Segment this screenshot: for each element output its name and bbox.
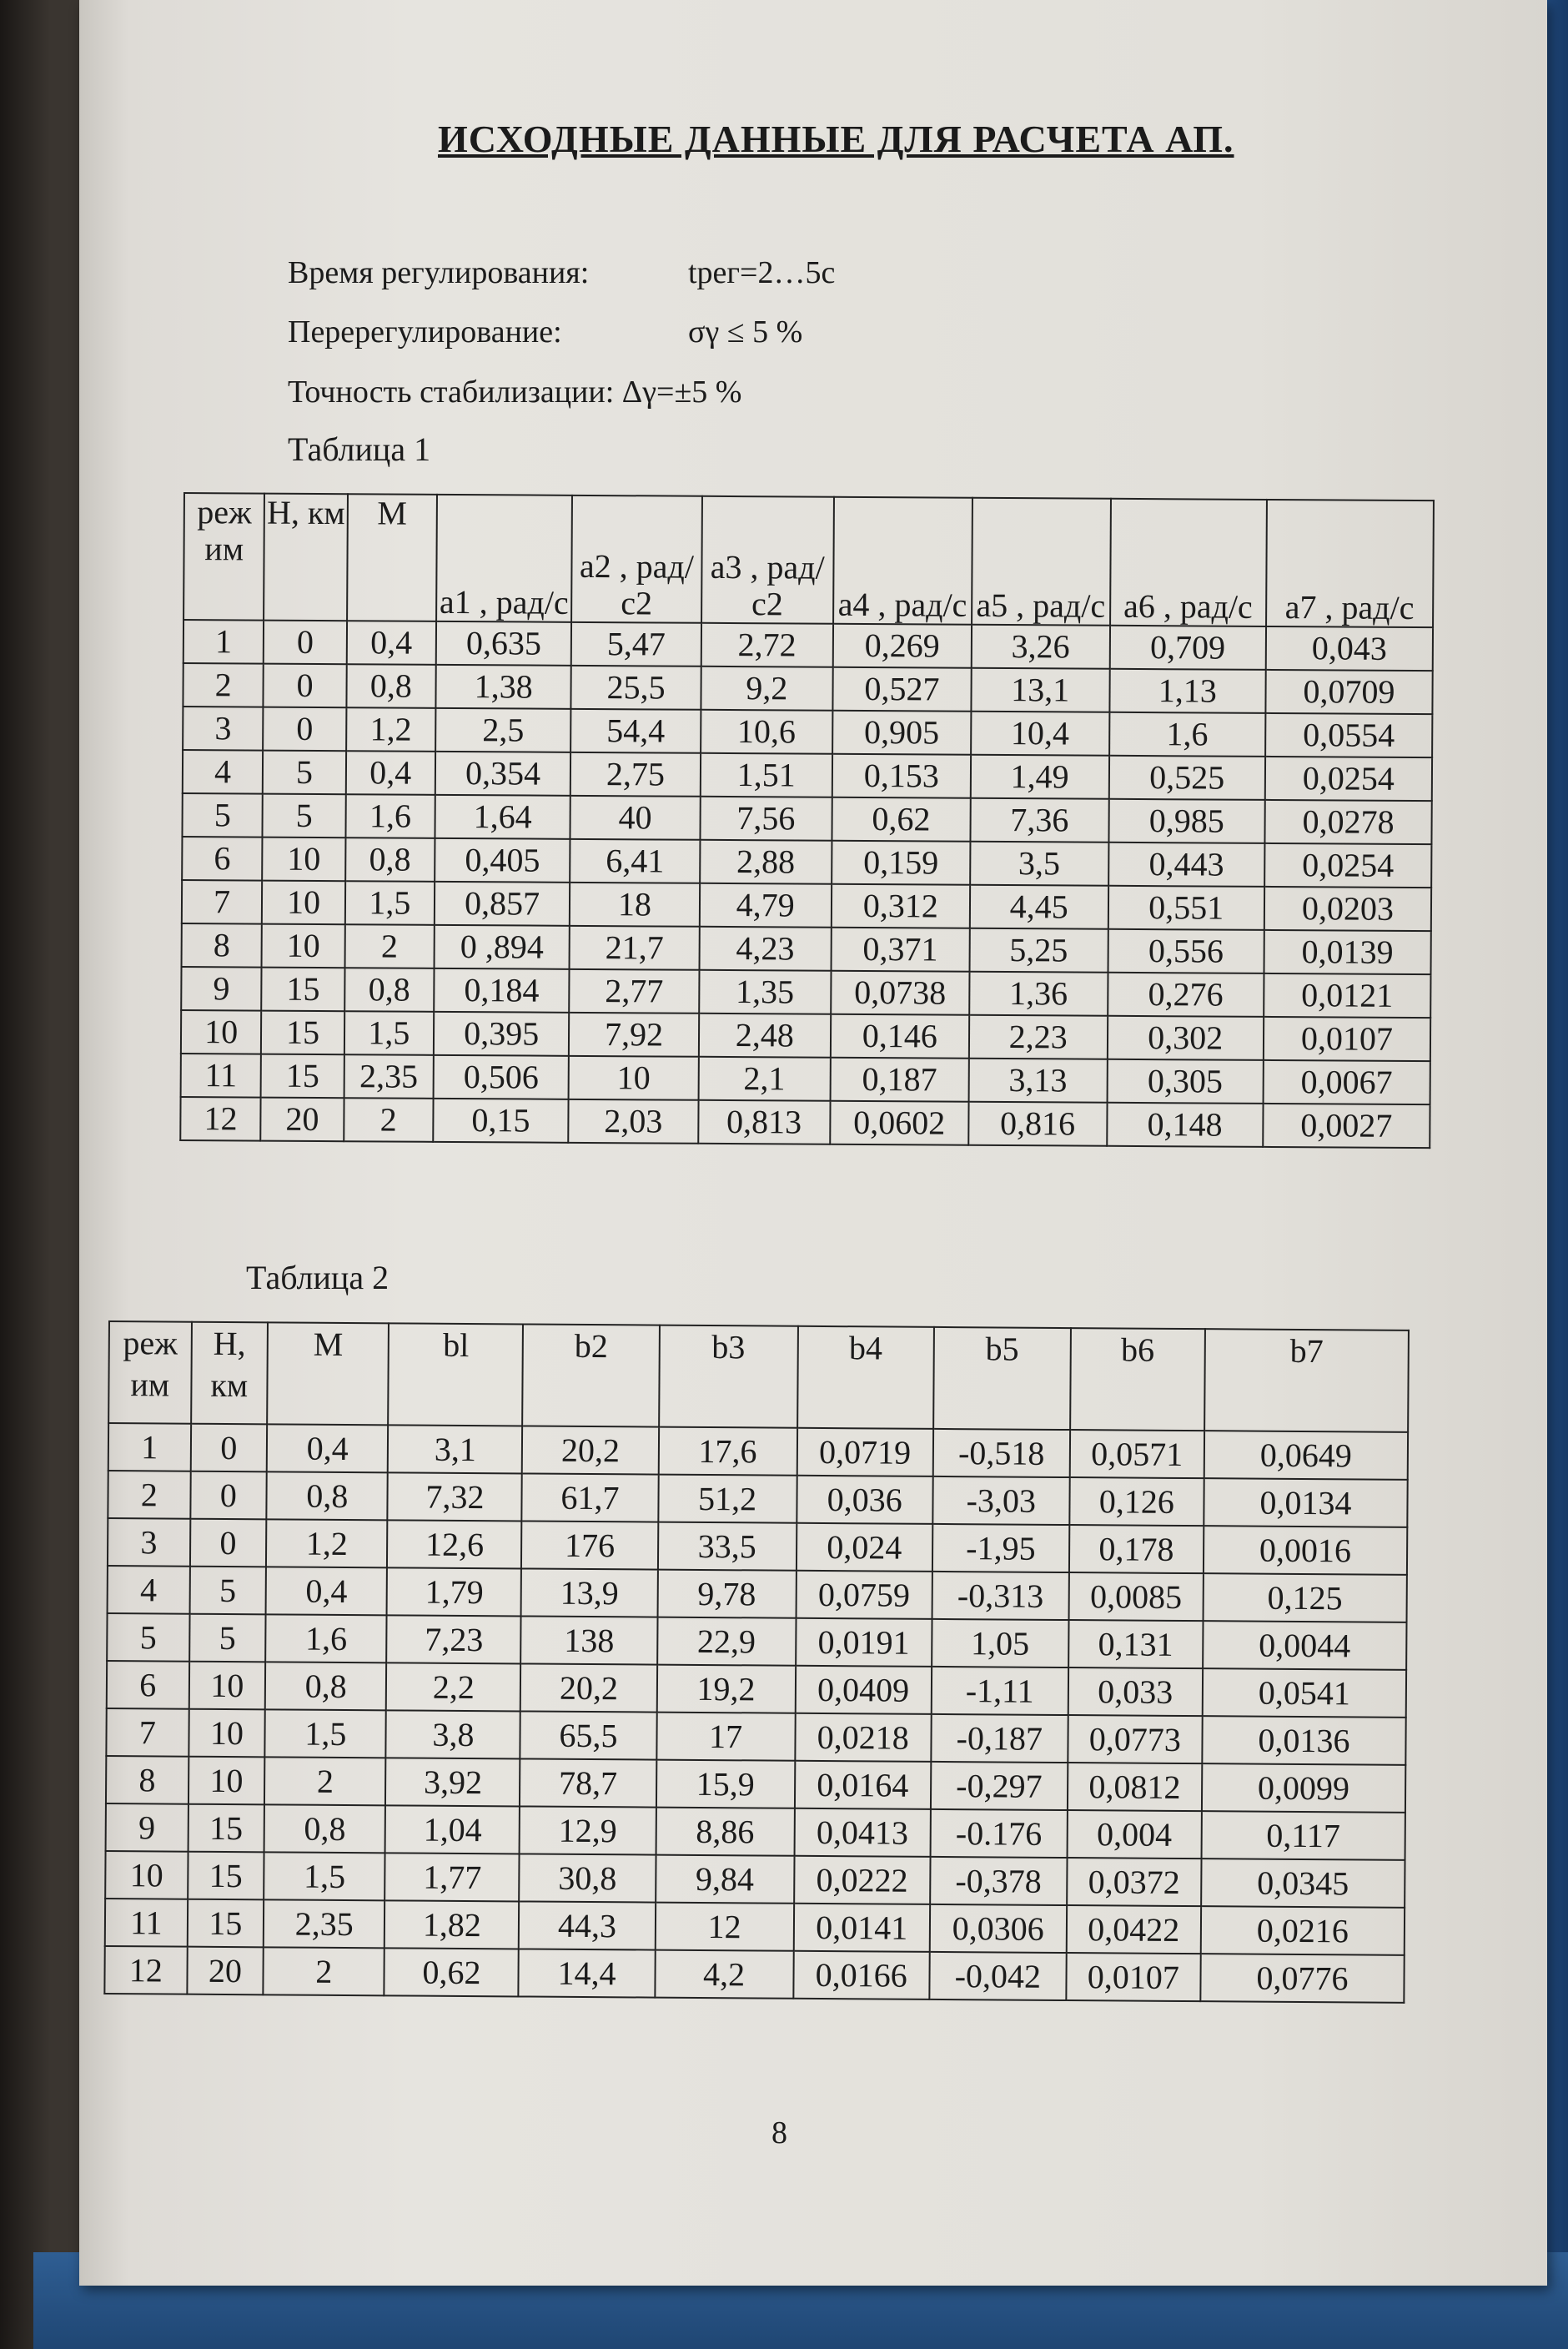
table-cell: 2,35 xyxy=(344,1054,433,1099)
page-title: ИСХОДНЫЕ ДАННЫЕ ДЛЯ РАСЧЕТА АП. xyxy=(438,118,1234,160)
table-cell: 0,709 xyxy=(1109,626,1266,670)
table-cell: 1,5 xyxy=(264,1709,386,1758)
table-cell: 0,525 xyxy=(1108,756,1265,800)
table-cell: -0,042 xyxy=(929,1952,1066,2000)
table-cell: 61,7 xyxy=(522,1473,658,1522)
table-cell: 0,0134 xyxy=(1204,1478,1408,1527)
table-cell: 0,178 xyxy=(1069,1525,1204,1573)
table-cell: 0,0222 xyxy=(794,1856,930,1904)
table-cell: 2,35 xyxy=(264,1899,385,1948)
page-number: 8 xyxy=(771,2115,787,2150)
table-cell: 0,0345 xyxy=(1201,1859,1405,1908)
table-cell: 0,8 xyxy=(266,1471,388,1520)
table-row xyxy=(104,1946,1404,2003)
table-cell: 0,0216 xyxy=(1201,1906,1405,1955)
table-cell: 1,82 xyxy=(384,1900,519,1949)
table-cell: 19,2 xyxy=(656,1665,796,1713)
table-cell: 2,2 xyxy=(386,1662,520,1711)
table-cell: 1,5 xyxy=(345,881,435,925)
table-cell: 12,9 xyxy=(520,1806,656,1854)
table-cell: 7,56 xyxy=(700,797,832,841)
table-cell: 0,131 xyxy=(1068,1620,1203,1668)
table-cell: -3,03 xyxy=(932,1476,1069,1525)
table-cell: 0,153 xyxy=(832,754,971,798)
table-cell: 7,36 xyxy=(970,798,1108,843)
table-cell: 0,312 xyxy=(832,884,970,928)
table-cell: 0,8 xyxy=(345,837,435,882)
table-cell: 1,38 xyxy=(435,665,571,709)
table-cell: 2,72 xyxy=(701,623,833,667)
table-cell: -1,95 xyxy=(932,1524,1069,1572)
table-cell: 0,146 xyxy=(831,1014,969,1059)
table-cell: 1,6 xyxy=(345,794,435,838)
table-cell: 5 xyxy=(263,794,346,838)
table-cell: 20 xyxy=(261,1098,344,1142)
table-cell: 1,2 xyxy=(266,1519,388,1567)
table-cell: 30,8 xyxy=(520,1854,656,1902)
table-cell: 4,2 xyxy=(655,1950,794,1999)
table-cell: 0,024 xyxy=(797,1523,932,1572)
table-cell: 0,0372 xyxy=(1067,1858,1201,1906)
table-cell: 78,7 xyxy=(520,1758,656,1807)
table2-header-cell: b6 xyxy=(1070,1328,1205,1431)
table-cell: 0,0773 xyxy=(1068,1715,1202,1763)
table-cell: 0,0812 xyxy=(1068,1763,1202,1811)
table-cell: 0,0709 xyxy=(1265,670,1432,714)
table-cell: 5 xyxy=(182,793,263,837)
table-cell: 0,4 xyxy=(266,1567,388,1615)
table-cell: 0,0016 xyxy=(1204,1526,1408,1575)
table-cell: 5 xyxy=(189,1567,266,1615)
table-cell: 0,0099 xyxy=(1202,1763,1406,1813)
table1-header-cell: M xyxy=(347,494,437,621)
table-cell: 0,0107 xyxy=(1264,1017,1430,1061)
table-cell: 0,0254 xyxy=(1264,843,1431,888)
table-cell: 0,0306 xyxy=(929,1904,1066,1953)
table-cell: 0,985 xyxy=(1108,799,1265,843)
table-cell: 13,1 xyxy=(971,668,1109,712)
table-cell: 0 xyxy=(190,1424,267,1472)
table2-header-cell: реж им xyxy=(108,1321,192,1424)
table-cell: 2 xyxy=(183,663,264,707)
table-cell: 6,41 xyxy=(570,839,700,883)
table-cell: 0,036 xyxy=(797,1476,932,1524)
table-cell: 1,04 xyxy=(385,1805,520,1854)
table-cell: 0 xyxy=(190,1519,267,1567)
table-cell: 0,302 xyxy=(1107,1016,1264,1060)
table-cell: 17 xyxy=(656,1713,796,1761)
table-cell: 0,125 xyxy=(1203,1573,1407,1622)
table-cell: 1,6 xyxy=(265,1614,387,1662)
table-cell: 0,004 xyxy=(1067,1810,1201,1859)
table-cell: 15 xyxy=(188,1852,264,1900)
table-cell: 7 xyxy=(106,1708,188,1757)
table-cell: 15 xyxy=(187,1899,264,1948)
table-cell: 2 xyxy=(108,1471,190,1519)
table-cell: 65,5 xyxy=(520,1711,656,1759)
table2-header-cell: b5 xyxy=(933,1327,1071,1430)
table-row xyxy=(183,620,1433,671)
table-cell: 0,556 xyxy=(1108,929,1264,973)
table1-header-cell: a3 , рад/с2 xyxy=(701,496,834,624)
table-cell: -0,313 xyxy=(932,1572,1068,1620)
table-row xyxy=(181,1054,1430,1104)
table-cell: 1,77 xyxy=(385,1853,520,1901)
table-row xyxy=(183,663,1432,714)
table-cell: 10 xyxy=(105,1851,188,1899)
table-cell: 0,405 xyxy=(435,838,570,883)
requirement-label: Перерегулирование: xyxy=(288,314,562,350)
table-cell: 0,0136 xyxy=(1202,1716,1406,1765)
table-cell: 0,8 xyxy=(264,1804,386,1853)
table-row xyxy=(183,750,1432,801)
table-cell: 6 xyxy=(182,837,263,881)
table-cell: 15 xyxy=(188,1804,264,1853)
table-cell: 0,117 xyxy=(1201,1811,1405,1860)
table-cell: 0,0044 xyxy=(1203,1621,1407,1670)
table-cell: 0,0067 xyxy=(1263,1060,1430,1104)
requirement-overshoot xyxy=(288,314,802,350)
table-cell: 3,5 xyxy=(970,842,1108,886)
table-cell: 0,354 xyxy=(435,752,571,796)
table-cell: 7 xyxy=(182,880,263,924)
table2-header-cell: b4 xyxy=(797,1326,934,1429)
table-row xyxy=(182,837,1431,888)
table-cell: 9,84 xyxy=(656,1855,795,1904)
table-cell: 6 xyxy=(107,1661,189,1709)
table-cell: 0,395 xyxy=(434,1012,570,1056)
table-cell: 2,75 xyxy=(570,752,700,797)
table-cell: 0,8 xyxy=(265,1662,387,1710)
requirement-label: Время регулирования: xyxy=(288,255,590,290)
table-cell: 10 xyxy=(188,1662,265,1710)
table-cell: 2,5 xyxy=(435,708,571,752)
table-cell: 0,62 xyxy=(384,1948,519,1996)
table-cell: 3 xyxy=(183,707,264,751)
table-cell: 1,36 xyxy=(969,972,1108,1016)
table-cell: 10 xyxy=(188,1757,265,1805)
table-cell: 0,443 xyxy=(1108,843,1265,887)
table-cell: 1,2 xyxy=(346,707,435,752)
table-cell: 0,857 xyxy=(435,882,570,926)
table-cell: 18 xyxy=(570,883,699,927)
table-cell: 2,48 xyxy=(698,1014,831,1058)
table-cell: 2 xyxy=(264,1757,386,1805)
table-cell: 13,9 xyxy=(521,1568,657,1617)
table-cell: 10 xyxy=(569,1056,698,1100)
table-cell: 0,0554 xyxy=(1265,713,1432,757)
table-cell: -1,11 xyxy=(931,1667,1068,1715)
table-cell: 7,92 xyxy=(569,1013,698,1057)
table-cell: 0,276 xyxy=(1108,973,1264,1017)
table-cell: 1,49 xyxy=(971,755,1109,799)
table-cell: 0,0602 xyxy=(830,1101,968,1145)
table-cell: 3,1 xyxy=(388,1425,522,1473)
table-cell: 5 xyxy=(107,1613,189,1662)
table-cell: 20 xyxy=(187,1947,264,1995)
table2-header-cell: b3 xyxy=(659,1325,798,1428)
table-cell: 0,0738 xyxy=(831,971,969,1015)
table-cell: 0,4 xyxy=(347,621,436,665)
table1-header-cell: a4 , рад/с xyxy=(833,497,972,625)
table1-header-cell: a5 , рад/с xyxy=(972,498,1111,626)
table-cell: 0,8 xyxy=(346,664,435,708)
table-cell: 9,78 xyxy=(657,1570,797,1618)
table-cell: -0.176 xyxy=(930,1809,1067,1858)
table-cell: -0,518 xyxy=(932,1429,1069,1477)
table-cell: 0,0541 xyxy=(1203,1668,1407,1718)
table-cell: 2,03 xyxy=(569,1099,698,1144)
table-cell: 0,184 xyxy=(434,968,570,1013)
table-cell: 3 xyxy=(108,1518,190,1567)
table-cell: 0,0759 xyxy=(796,1571,932,1619)
table-cell: 14,4 xyxy=(519,1949,655,1997)
table-cell: 12 xyxy=(655,1903,794,1951)
table-cell: 2,88 xyxy=(700,840,832,884)
table-cell: 0,8 xyxy=(344,968,434,1012)
table-cell: 2,77 xyxy=(570,969,699,1014)
table-cell: 20,2 xyxy=(522,1426,658,1474)
table-cell: 0,0218 xyxy=(795,1713,931,1762)
table-cell: 9 xyxy=(106,1803,188,1852)
table-cell: 0,0254 xyxy=(1265,757,1432,801)
table-cell: 0,813 xyxy=(698,1100,831,1144)
table-cell: 1 xyxy=(183,620,264,664)
table-cell: 176 xyxy=(521,1521,657,1569)
table-cell: 5 xyxy=(189,1614,266,1662)
table1-header-cell: a1 , рад/с xyxy=(436,495,573,622)
table-cell: 1,5 xyxy=(264,1852,385,1900)
table-cell: 7,32 xyxy=(388,1472,522,1521)
table-cell: 0 xyxy=(263,707,346,752)
table-cell: 138 xyxy=(521,1616,657,1664)
table-cell: 51,2 xyxy=(658,1475,797,1523)
table-cell: 2 xyxy=(263,1947,384,1995)
table-cell: 3,26 xyxy=(971,625,1109,669)
table-cell: 3,13 xyxy=(968,1059,1107,1103)
table-cell: 0,033 xyxy=(1068,1667,1203,1716)
table-cell: 17,6 xyxy=(658,1427,797,1476)
table-cell: 0,0422 xyxy=(1067,1905,1201,1954)
table-cell: 1 xyxy=(108,1423,191,1471)
table-cell: 0,0085 xyxy=(1068,1572,1203,1621)
table-cell: 2,23 xyxy=(969,1015,1108,1059)
table-cell: 0,043 xyxy=(1266,626,1433,671)
table-cell: -0,378 xyxy=(930,1857,1067,1905)
table-cell: 0,62 xyxy=(832,797,970,842)
table2-header-cell: M xyxy=(267,1322,389,1425)
table-cell: 10,6 xyxy=(701,710,833,754)
table1-header-cell: a7 , рад/с xyxy=(1266,500,1434,627)
table1-header-cell: a2 , рад/с2 xyxy=(571,495,701,623)
table2-header-cell: b2 xyxy=(523,1324,660,1426)
table-cell: 22,9 xyxy=(657,1617,797,1666)
table-1 xyxy=(179,492,1435,1149)
table-cell: 2 xyxy=(344,1098,433,1142)
table-cell: 9 xyxy=(181,967,262,1011)
table-cell: 10 xyxy=(262,837,345,882)
table-cell: 0,0027 xyxy=(1263,1104,1430,1148)
table-cell: 12 xyxy=(180,1097,261,1141)
table-cell: 0,4 xyxy=(346,751,435,795)
table-cell: 0,905 xyxy=(832,711,971,755)
table-cell: 0,551 xyxy=(1108,886,1264,930)
requirement-accuracy xyxy=(288,374,741,410)
table-row xyxy=(182,880,1431,931)
requirement-value: tрег=2…5с xyxy=(688,255,836,290)
table-cell: 10 xyxy=(262,924,345,968)
table-cell: 12,6 xyxy=(387,1520,521,1568)
table-cell: 0 ,894 xyxy=(434,925,570,969)
table-cell: 15 xyxy=(262,968,345,1012)
table-cell: 1,79 xyxy=(387,1567,521,1616)
table-cell: 0,0121 xyxy=(1264,973,1430,1018)
table-cell: 4,23 xyxy=(699,927,832,971)
table-cell: 0 xyxy=(264,664,347,708)
table-cell: 8,86 xyxy=(656,1808,795,1856)
table-row xyxy=(183,707,1432,757)
table-cell: 0,0191 xyxy=(796,1618,932,1667)
table-cell: 9,2 xyxy=(701,666,833,711)
table-cell: 0 xyxy=(264,621,347,665)
table-cell: 1,6 xyxy=(1109,712,1266,757)
table-row xyxy=(182,923,1431,974)
table-cell: 1,13 xyxy=(1109,669,1266,713)
table-cell: 0,305 xyxy=(1107,1059,1264,1104)
table-cell: 4,79 xyxy=(699,883,832,928)
table-cell: 21,7 xyxy=(570,926,699,970)
table2-header-cell: bl xyxy=(389,1323,524,1426)
table-cell: 7,23 xyxy=(387,1615,521,1663)
table-cell: 8 xyxy=(182,923,263,968)
table-cell: 11 xyxy=(181,1054,262,1098)
table-cell: 0,0776 xyxy=(1200,1954,1405,2003)
table-2 xyxy=(103,1320,1410,2004)
table-cell: 20,2 xyxy=(520,1663,656,1712)
table-cell: 40 xyxy=(570,796,700,840)
table-cell: 10,4 xyxy=(971,712,1109,756)
table-cell: 0,0719 xyxy=(797,1428,932,1476)
table-cell: 0,0164 xyxy=(795,1761,931,1809)
table-cell: 44,3 xyxy=(519,1901,655,1949)
table-row xyxy=(182,793,1431,844)
table-cell: 0,15 xyxy=(433,1099,569,1143)
table-cell: 0,269 xyxy=(833,624,972,668)
table1-header-cell: реж им xyxy=(183,493,264,621)
table1-header-cell: a6 , рад/с xyxy=(1110,499,1267,626)
document-page xyxy=(79,0,1547,2286)
table-cell: 2,1 xyxy=(698,1057,831,1101)
table-cell: -0,297 xyxy=(931,1762,1068,1810)
table-cell: 2 xyxy=(344,924,434,968)
table-cell: 0,0141 xyxy=(793,1904,929,1952)
table-cell: 10 xyxy=(188,1709,265,1758)
table-cell: 0,4 xyxy=(267,1424,389,1472)
table-cell: 0,0107 xyxy=(1066,1953,1200,2001)
table-cell: 5 xyxy=(263,751,346,795)
table1-caption: Таблица 1 xyxy=(288,430,431,468)
table-cell: 1,64 xyxy=(435,795,570,839)
table-cell: 33,5 xyxy=(657,1522,797,1571)
table-cell: 0,0278 xyxy=(1264,800,1431,844)
table-cell: 4 xyxy=(108,1566,190,1614)
table-cell: 0,0571 xyxy=(1070,1430,1204,1478)
table-cell: 3,8 xyxy=(386,1710,520,1758)
table-cell: 0,371 xyxy=(831,928,969,972)
table-cell: -0,187 xyxy=(931,1714,1068,1763)
table-row xyxy=(181,1010,1430,1061)
table-cell: 0,0166 xyxy=(793,1951,929,1999)
table-cell: 11 xyxy=(105,1899,188,1947)
table1-header-cell: H, км xyxy=(264,494,347,621)
table-cell: 0,126 xyxy=(1069,1477,1204,1526)
table-cell: 5,47 xyxy=(571,622,701,666)
table-cell: 0 xyxy=(190,1471,267,1520)
table-cell: 54,4 xyxy=(571,709,701,753)
table-cell: 0,816 xyxy=(968,1102,1107,1146)
table-cell: 5,25 xyxy=(969,928,1108,973)
table-cell: 0,527 xyxy=(832,667,971,712)
table-cell: 0,187 xyxy=(830,1058,968,1102)
table-cell: 0,0649 xyxy=(1204,1431,1409,1480)
table-cell: 10 xyxy=(181,1010,262,1054)
requirement-value: Δγ=±5 % xyxy=(621,375,742,410)
table-row xyxy=(180,1097,1430,1148)
table-cell: 0,159 xyxy=(832,841,970,885)
table-cell: 15 xyxy=(261,1054,344,1099)
table2-header-cell: H, км xyxy=(191,1322,268,1425)
table-cell: 0,148 xyxy=(1107,1103,1264,1147)
table-cell: 0,0139 xyxy=(1264,930,1430,974)
requirement-value: σγ ≤ 5 % xyxy=(688,314,803,350)
table-cell: 1,05 xyxy=(932,1619,1068,1667)
table-row xyxy=(181,967,1430,1018)
table-cell: 1,51 xyxy=(700,753,832,797)
table-cell: 0,506 xyxy=(433,1055,569,1099)
table-cell: 15,9 xyxy=(656,1760,795,1808)
table-cell: 4,45 xyxy=(970,885,1108,929)
table-cell: 10 xyxy=(262,881,345,925)
table-cell: 8 xyxy=(106,1756,188,1804)
table-cell: 12 xyxy=(104,1946,187,1994)
table-cell: 0,0203 xyxy=(1264,887,1431,931)
table2-header-cell: b7 xyxy=(1204,1329,1409,1432)
table-cell: 15 xyxy=(261,1011,344,1055)
table-cell: 0,635 xyxy=(436,621,572,666)
table-cell: 1,5 xyxy=(344,1011,434,1055)
table-cell: 0,0413 xyxy=(794,1808,930,1857)
table-cell: 0,0409 xyxy=(795,1666,931,1714)
table2-caption: Таблица 2 xyxy=(246,1259,389,1296)
requirement-label: Точность стабилизации: xyxy=(288,375,615,410)
requirement-settling-time xyxy=(288,254,835,291)
table-cell: 25,5 xyxy=(571,666,701,710)
table-cell: 3,92 xyxy=(385,1758,520,1806)
table-cell: 1,35 xyxy=(699,970,832,1014)
table-cell: 4 xyxy=(183,750,264,794)
